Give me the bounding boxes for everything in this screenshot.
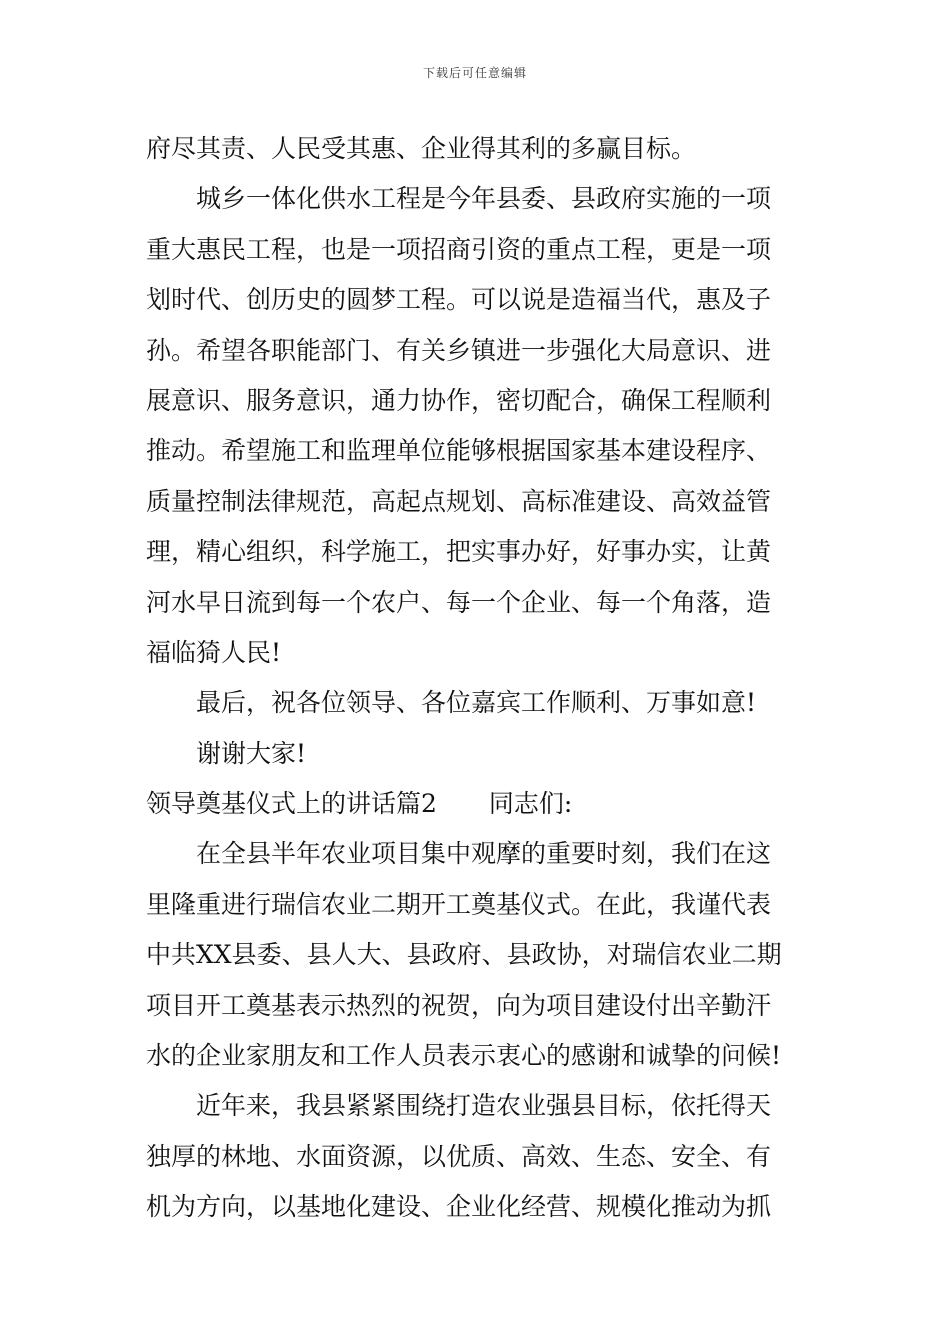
text-line: 福临猗人民! [146,637,282,667]
text-line: 机为方向，以基地化建设、企业化经营、规模化推动为抓 [146,1192,772,1222]
text-line: 理，精心组织，科学施工，把实事办好，好事办实，让黄 [146,537,772,567]
text-line: 独厚的林地、水面资源，以优质、高效、生态、安全、有 [146,1141,772,1171]
text-line: 划时代、创历史的圆梦工程。可以说是造福当代，惠及子 [146,285,772,315]
text-line: 重大惠民工程，也是一项招商引资的重点工程，更是一项 [146,234,772,264]
text-line: 最后，祝各位领导、各位嘉宾工作顺利、万事如意! [196,688,757,718]
text-line: 河水早日流到每一个农户、每一个企业、每一个角落，造 [146,587,772,617]
page-header: 下载后可任意编辑 [422,66,527,80]
text-line: 府尽其责、人民受其惠、企业得其利的多赢目标。 [146,134,697,163]
text-line: 在全县半年农业项目集中观摩的重要时刻，我们在这 [196,839,772,869]
text-line: 里隆重进行瑞信农业二期开工奠基仪式。在此，我谨代表 [146,889,772,919]
text-line: 质量控制法律规范，高起点规划、高标准建设、高效益管 [146,486,772,516]
text-line: 展意识、服务意识，通力协作，密切配合，确保工程顺利 [146,385,772,415]
text-line: 中共XX县委、县人大、县政府、县政协，对瑞信农业二期 [146,940,782,970]
section-title: 领导奠基仪式上的讲话篇2 [146,789,437,819]
text-line: 谢谢大家! [196,738,307,768]
text-line: 城乡一体化供水工程是今年县委、县政府实施的一项 [196,184,772,214]
document-body [146,124,806,1233]
text-line: 孙。希望各职能部门、有关乡镇进一步强化大局意识、进 [146,335,772,365]
section-title-line [146,779,806,829]
text-line: 水的企业家朋友和工作人员表示衷心的感谢和诚挚的问候! [146,1041,782,1071]
text-line: 推动。希望施工和监理单位能够根据国家基本建设程序、 [146,436,772,466]
text-line: 项目开工奠基表示热烈的祝贺，向为项目建设付出辛勤汗 [146,990,772,1020]
text-line: 近年来，我县紧紧围绕打造农业强县目标，依托得天 [196,1091,772,1121]
section-greeting: 同志们: [488,789,573,819]
